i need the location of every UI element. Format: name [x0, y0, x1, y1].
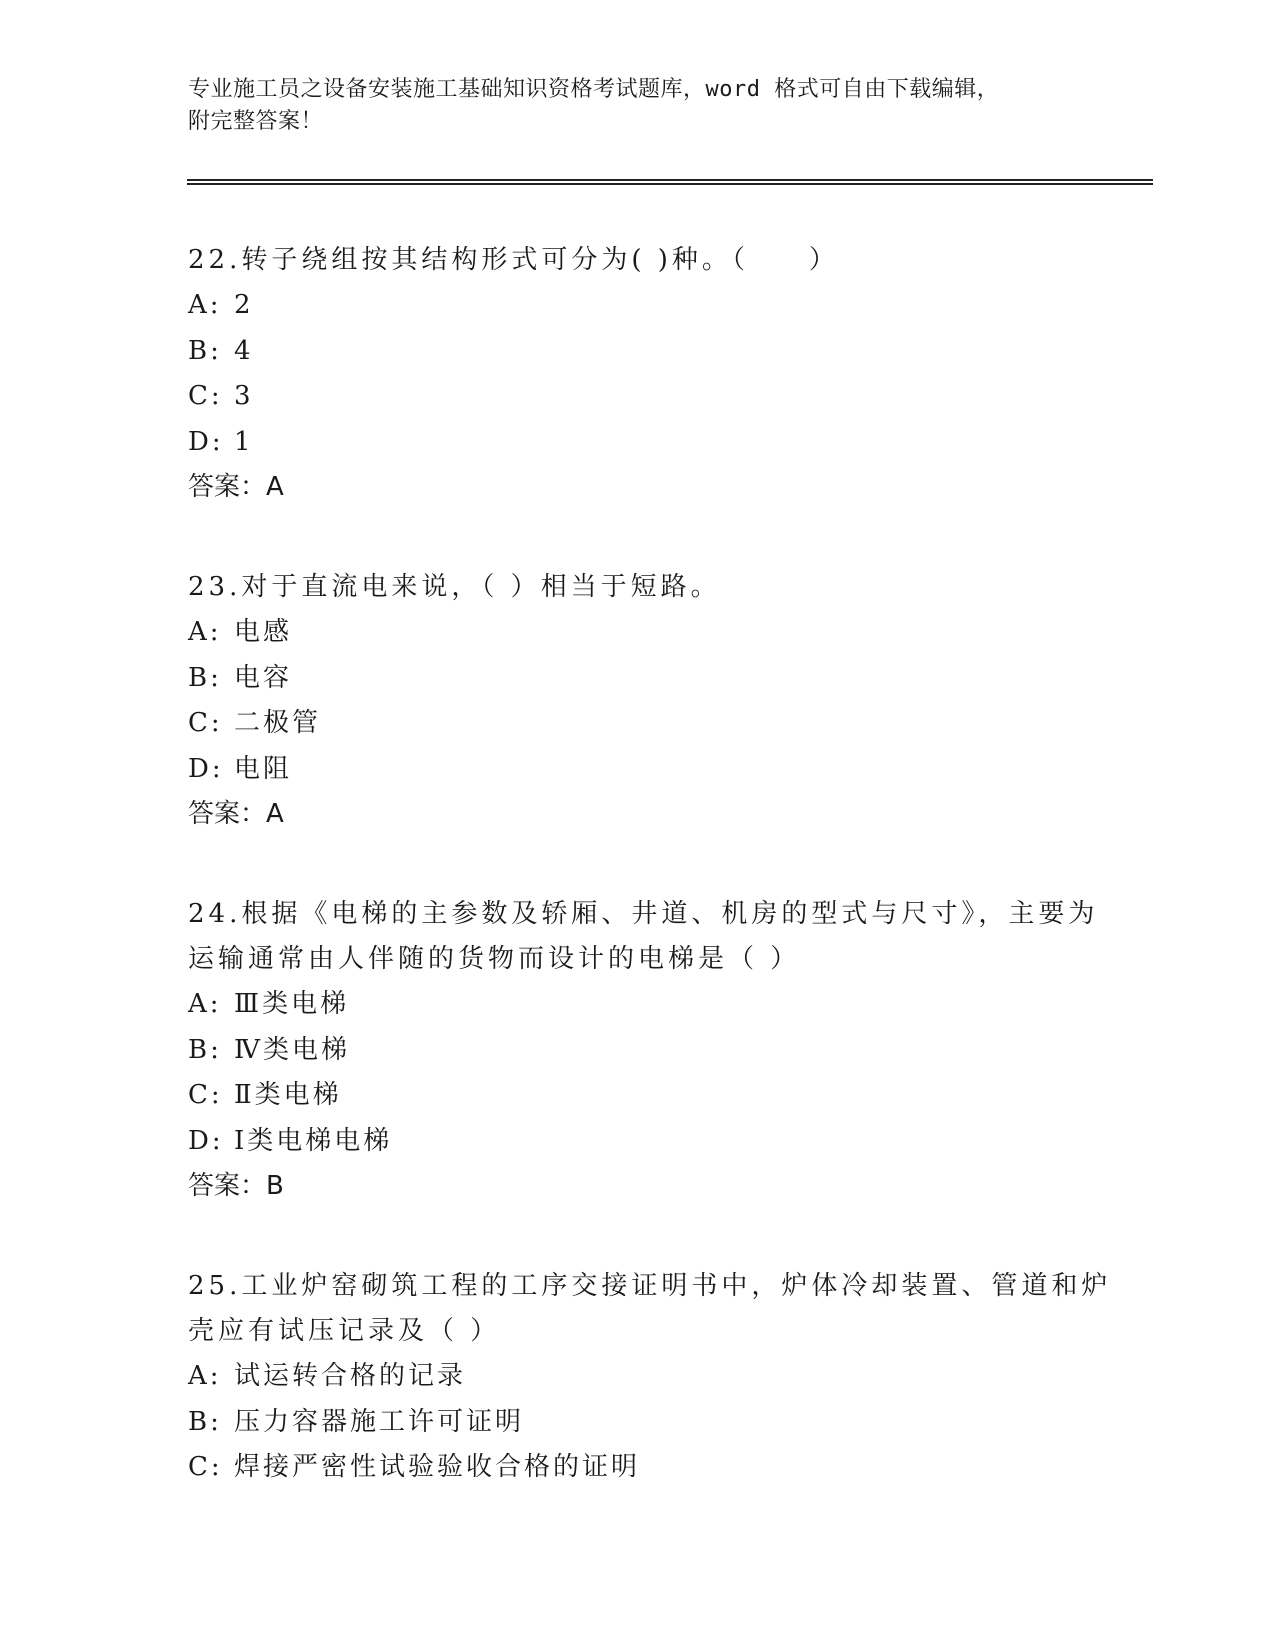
option-b [188, 1028, 1088, 1074]
option-b [188, 1400, 1088, 1446]
question-stem [188, 1264, 1112, 1354]
question-stem [188, 238, 1088, 283]
question-item [188, 892, 1099, 1209]
option-text: 4 [234, 335, 254, 366]
option-text: Ⅲ类电梯 [234, 989, 350, 1019]
header-divider [187, 179, 1153, 181]
option-text: 电容 [234, 662, 293, 693]
option-key: A: [188, 290, 222, 320]
option-text: Ⅳ类电梯 [234, 1034, 350, 1065]
option-key: C: [188, 1080, 223, 1110]
option-c [188, 1073, 1088, 1119]
option-key: B: [188, 662, 222, 693]
header-line: 附完整答案！ [188, 109, 324, 134]
option-text: 电感 [234, 617, 293, 647]
option-d [188, 747, 1088, 793]
option-key: C: [188, 381, 223, 411]
option-text: 焊接严密性试验验收合格的证明 [234, 1452, 641, 1482]
question-item [188, 238, 1088, 510]
question-stem-line: 壳应有试压记录及（ ） [188, 1316, 501, 1346]
option-text: 压力容器施工许可证明 [234, 1406, 525, 1437]
answer-line: 答案：B [188, 1171, 284, 1201]
option-c [188, 701, 1088, 747]
question-stem-line: 运输通常由人伴随的货物而设计的电梯是（ ） [188, 944, 801, 974]
document-header [188, 74, 1088, 138]
option-c [188, 374, 1088, 420]
option-key: A: [188, 617, 222, 647]
option-key: C: [188, 708, 223, 738]
question-stem-line: 23.对于直流电来说，（ ）相当于短路。 [188, 572, 721, 602]
option-text: 3 [234, 381, 254, 411]
option-text: 2 [234, 290, 254, 320]
question-item [188, 565, 1088, 837]
question-stem-line: 22.转子绕组按其结构形式可分为( )种。（ ） [188, 245, 839, 275]
question-stem [188, 892, 1099, 982]
option-d [188, 420, 1088, 466]
question-item [188, 1264, 1112, 1491]
option-key: B: [188, 1406, 222, 1437]
option-text: Ⅱ类电梯 [234, 1080, 342, 1110]
question-stem [188, 565, 1088, 610]
option-text: 电阻 [234, 753, 293, 784]
option-a [188, 1354, 1088, 1400]
answer-line: 答案：A [188, 472, 284, 502]
option-text: 二极管 [234, 708, 322, 738]
question-list [188, 238, 1112, 1546]
option-text: 试运转合格的记录 [234, 1361, 467, 1391]
option-key: D: [188, 426, 224, 457]
option-key: B: [188, 335, 222, 366]
option-b [188, 329, 1088, 375]
header-line: 专业施工员之设备安装施工基础知识资格考试题库，word 格式可自由下载编辑， [188, 77, 1000, 102]
option-b [188, 656, 1088, 702]
option-key: A: [188, 989, 222, 1019]
answer-line: 答案：A [188, 799, 284, 829]
option-a [188, 283, 1088, 329]
option-d [188, 1119, 1088, 1165]
option-a [188, 982, 1088, 1028]
option-text: 1 [234, 426, 254, 457]
option-key: D: [188, 1125, 224, 1156]
option-key: B: [188, 1034, 222, 1065]
option-key: D: [188, 753, 224, 784]
question-stem-line: 24.根据《电梯的主参数及轿厢、井道、机房的型式与尺寸》，主要为 [188, 899, 1099, 929]
option-c [188, 1445, 1088, 1491]
option-key: A: [188, 1361, 222, 1391]
option-a [188, 610, 1088, 656]
option-key: C: [188, 1452, 223, 1482]
header-divider [187, 183, 1153, 185]
question-stem-line: 25.工业炉窑砌筑工程的工序交接证明书中，炉体冷却装置、管道和炉 [188, 1271, 1112, 1301]
option-text: Ⅰ类电梯电梯 [234, 1125, 393, 1156]
